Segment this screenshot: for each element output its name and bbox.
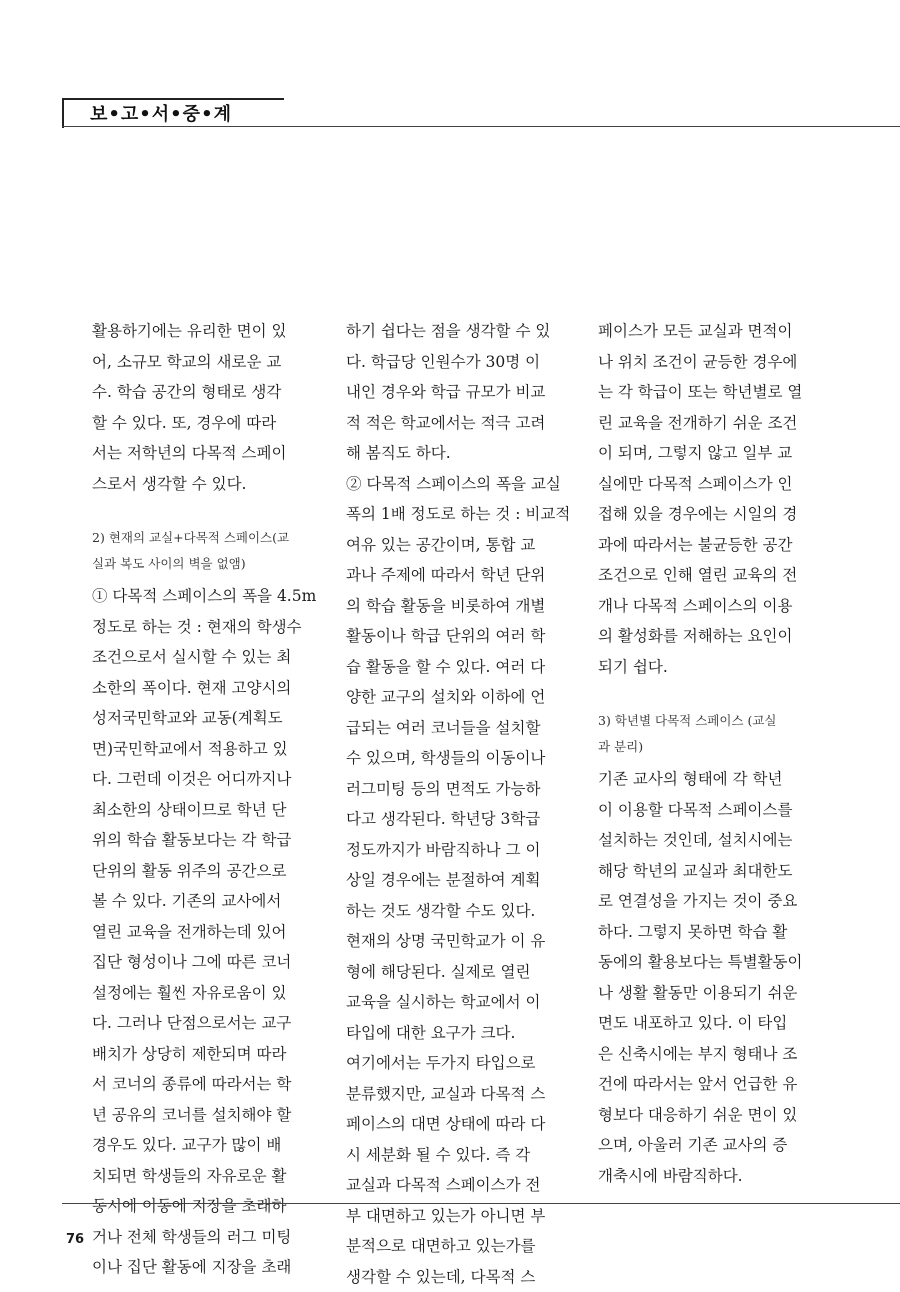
body-line: 위의 학습 활동보다는 각 학급 xyxy=(92,825,316,856)
body-line: ② 다목적 스페이스의 폭을 교실 xyxy=(346,469,570,500)
body-line: 타입에 대한 요구가 크다. xyxy=(346,1018,570,1049)
body-line: 접해 있을 경우에는 시일의 경 xyxy=(598,499,803,530)
body-line: 서 코너의 종류에 따라서는 학 xyxy=(92,1069,316,1100)
paragraph-gap xyxy=(598,682,803,708)
body-line: 설정에는 훨씬 자유로움이 있 xyxy=(92,978,316,1009)
page-number: 76 xyxy=(66,1232,84,1247)
body-line: 양한 교구의 설치와 이하에 언 xyxy=(346,682,570,713)
body-line: 하다. 그렇지 못하면 학습 활 xyxy=(598,917,803,948)
section-title: 보•고•서•중•계 xyxy=(90,100,232,126)
body-line: 페이스가 모든 교실과 면적이 xyxy=(598,316,803,347)
col1-block-1 xyxy=(92,316,316,499)
body-line: 건에 따라서는 앞서 언급한 유 xyxy=(598,1069,803,1100)
body-line: 형보다 대응하기 쉬운 면이 있 xyxy=(598,1100,803,1131)
body-line: 서는 저학년의 다목적 스페이 xyxy=(92,438,316,469)
body-line: 부 대면하고 있는가 아니면 부 xyxy=(346,1201,570,1232)
subheading-line: 실과 복도 사이의 벽을 없앰) xyxy=(92,551,316,577)
body-line: 실에만 다목적 스페이스가 인 xyxy=(598,469,803,500)
body-line: 면)국민학교에서 적용하고 있 xyxy=(92,734,316,765)
body-line: 수. 학습 공간의 형태로 생각 xyxy=(92,377,316,408)
body-line: 스로서 생각할 수 있다. xyxy=(92,469,316,500)
body-line: 교육을 실시하는 학교에서 이 xyxy=(346,987,570,1018)
body-line: 분적으로 대면하고 있는가를 xyxy=(346,1231,570,1262)
subheading-line: 3) 학년별 다목적 스페이스 (교실 xyxy=(598,708,803,734)
body-line: 볼 수 있다. 기존의 교사에서 xyxy=(92,886,316,917)
header-rule xyxy=(62,126,900,127)
body-line: 적 적은 학교에서는 적극 고려 xyxy=(346,408,570,439)
body-line: 조건으로서 실시할 수 있는 최 xyxy=(92,642,316,673)
body-line: 로 연결성을 가지는 것이 중요 xyxy=(598,886,803,917)
body-line: 동에의 활용보다는 특별활동이 xyxy=(598,947,803,978)
text-column-1 xyxy=(92,316,316,1283)
body-line: 소한의 폭이다. 현재 고양시의 xyxy=(92,673,316,704)
body-line: 하는 것도 생각할 수도 있다. xyxy=(346,896,570,927)
body-line: 급되는 여러 코너들을 설치할 xyxy=(346,713,570,744)
body-line: 활용하기에는 유리한 면이 있 xyxy=(92,316,316,347)
body-line: 의 활성화를 저해하는 요인이 xyxy=(598,621,803,652)
body-line: 다. 그런데 이것은 어디까지나 xyxy=(92,764,316,795)
body-line: 으며, 아울러 기존 교사의 증 xyxy=(598,1130,803,1161)
body-line: 이나 집단 활동에 지장을 초래 xyxy=(92,1252,316,1283)
body-line: 과나 주제에 따라서 학년 단위 xyxy=(346,560,570,591)
col1-block-2 xyxy=(92,581,316,1283)
subheading-line: 2) 현재의 교실+다목적 스페이스(교 xyxy=(92,525,316,551)
col3-block-1 xyxy=(598,316,803,682)
body-line: 는 각 학급이 또는 학년별로 열 xyxy=(598,377,803,408)
body-line: 동시에 이동에 지장을 초래하 xyxy=(92,1191,316,1222)
body-line: 이 되며, 그렇지 않고 일부 교 xyxy=(598,438,803,469)
body-line: 형에 해당된다. 실제로 열린 xyxy=(346,957,570,988)
body-line: 나 위치 조건이 균등한 경우에 xyxy=(598,347,803,378)
body-line: 린 교육을 전개하기 쉬운 조건 xyxy=(598,408,803,439)
footer-rule xyxy=(62,1203,900,1204)
body-line: 하기 쉽다는 점을 생각할 수 있 xyxy=(346,316,570,347)
body-line: 면도 내포하고 있다. 이 타입 xyxy=(598,1008,803,1039)
body-line: 개축시에 바람직하다. xyxy=(598,1161,803,1192)
body-line: 배치가 상당히 제한되며 따라 xyxy=(92,1039,316,1070)
text-column-3 xyxy=(598,316,803,1191)
body-line: 다고 생각된다. 학년당 3학급 xyxy=(346,804,570,835)
body-line: 내인 경우와 학급 규모가 비교 xyxy=(346,377,570,408)
body-line: 최소한의 상태이므로 학년 단 xyxy=(92,795,316,826)
body-line: 경우도 있다. 교구가 많이 배 xyxy=(92,1130,316,1161)
body-line: 설치하는 것인데, 설치시에는 xyxy=(598,825,803,856)
body-line: ① 다목적 스페이스의 폭을 4.5m xyxy=(92,581,316,612)
body-line: 활동이나 학급 단위의 여러 학 xyxy=(346,621,570,652)
body-line: 교실과 다목적 스페이스가 전 xyxy=(346,1170,570,1201)
body-line: 치되면 학생들의 자유로운 활 xyxy=(92,1161,316,1192)
body-line: 습 활동을 할 수 있다. 여러 다 xyxy=(346,652,570,683)
body-line: 시 세분화 될 수 있다. 즉 각 xyxy=(346,1140,570,1171)
body-line: 거나 전체 학생들의 러그 미팅 xyxy=(92,1222,316,1253)
body-line: 다. 학급당 인원수가 30명 이 xyxy=(346,347,570,378)
body-line: 생각할 수 있는데, 다목적 스 xyxy=(346,1262,570,1292)
body-line: 의 학습 활동을 비롯하여 개별 xyxy=(346,591,570,622)
body-line: 페이스의 대면 상태에 따라 다 xyxy=(346,1109,570,1140)
body-line: 폭의 1배 정도로 하는 것 : 비교적 xyxy=(346,499,570,530)
col3-block-2 xyxy=(598,764,803,1191)
body-line: 해당 학년의 교실과 최대한도 xyxy=(598,856,803,887)
body-line: 해 봄직도 하다. xyxy=(346,438,570,469)
subheading-line: 과 분리) xyxy=(598,734,803,760)
paragraph-gap xyxy=(92,499,316,525)
body-line: 어, 소규모 학교의 새로운 교 xyxy=(92,347,316,378)
body-line: 러그미팅 등의 면적도 가능하 xyxy=(346,774,570,805)
body-line: 열린 교육을 전개하는데 있어 xyxy=(92,917,316,948)
body-line: 성저국민학교와 교동(계획도 xyxy=(92,703,316,734)
body-line: 조건으로 인해 열린 교육의 전 xyxy=(598,560,803,591)
body-line: 이 이용할 다목적 스페이스를 xyxy=(598,795,803,826)
body-line: 할 수 있다. 또, 경우에 따라 xyxy=(92,408,316,439)
body-line: 단위의 활동 위주의 공간으로 xyxy=(92,856,316,887)
body-line: 다. 그러나 단점으로서는 교구 xyxy=(92,1008,316,1039)
body-line: 여기에서는 두가지 타입으로 xyxy=(346,1048,570,1079)
body-line: 개나 다목적 스페이스의 이용 xyxy=(598,591,803,622)
body-line: 여유 있는 공간이며, 통합 교 xyxy=(346,530,570,561)
body-line: 분류했지만, 교실과 다목적 스 xyxy=(346,1079,570,1110)
body-line: 되기 쉽다. xyxy=(598,652,803,683)
body-line: 나 생활 활동만 이용되기 쉬운 xyxy=(598,978,803,1009)
body-line: 집단 형성이나 그에 따른 코너 xyxy=(92,947,316,978)
body-line: 은 신축시에는 부지 형태나 조 xyxy=(598,1039,803,1070)
body-line: 기존 교사의 형태에 각 학년 xyxy=(598,764,803,795)
body-line: 년 공유의 코너를 설치해야 할 xyxy=(92,1100,316,1131)
body-line: 상일 경우에는 분절하여 계획 xyxy=(346,865,570,896)
body-line: 정도로 하는 것 : 현재의 학생수 xyxy=(92,612,316,643)
body-line: 수 있으며, 학생들의 이동이나 xyxy=(346,743,570,774)
body-line: 현재의 상명 국민학교가 이 유 xyxy=(346,926,570,957)
body-line: 정도까지가 바람직하나 그 이 xyxy=(346,835,570,866)
text-column-2 xyxy=(346,316,570,1292)
body-line: 과에 따라서는 불균등한 공간 xyxy=(598,530,803,561)
